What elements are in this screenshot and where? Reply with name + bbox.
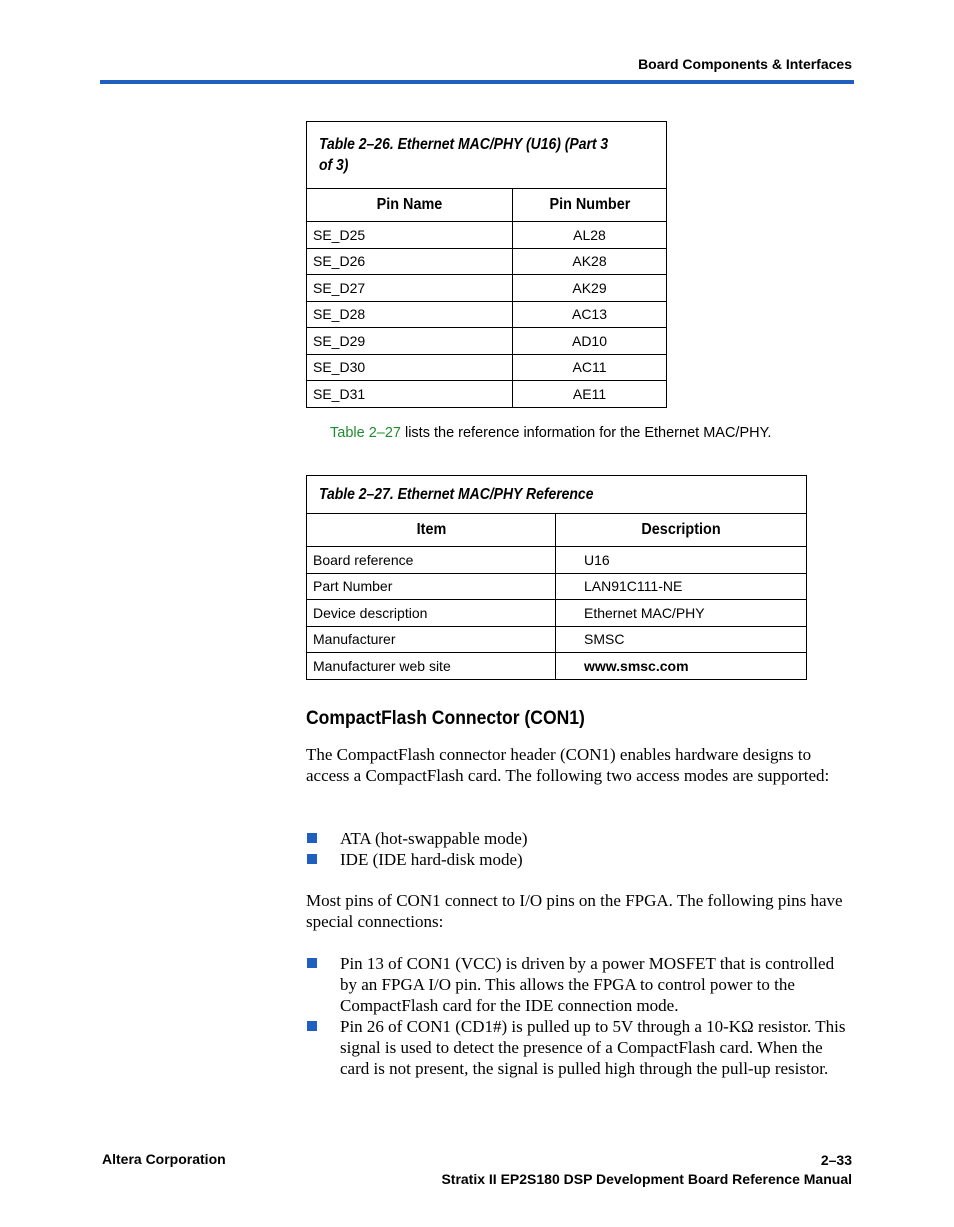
- table-caption-cell: [307, 122, 667, 189]
- pin-name-cell: SE_D31: [307, 381, 513, 408]
- pin-number-cell: AC11: [513, 354, 667, 381]
- table-row: [307, 600, 807, 627]
- pin-name-cell: SE_D27: [307, 275, 513, 302]
- table-row: [307, 547, 807, 574]
- pin-name-cell: SE_D30: [307, 354, 513, 381]
- website-link[interactable]: www.smsc.com: [556, 653, 807, 680]
- table-row: [307, 573, 807, 600]
- table-row: [307, 248, 667, 275]
- column-header-pin-number: Pin Number: [513, 189, 667, 222]
- pin-number-cell: AE11: [513, 381, 667, 408]
- manual-title: Stratix II EP2S180 DSP Development Board Reference Manual: [441, 1171, 852, 1187]
- pin-number-cell: AK29: [513, 275, 667, 302]
- section-heading: CompactFlash Connector (CON1): [306, 707, 585, 729]
- bullet-square-icon: [307, 958, 317, 968]
- bullet-square-icon: [307, 854, 317, 864]
- pin-number-cell: AK28: [513, 248, 667, 275]
- table-caption: Table 2–27. Ethernet MAC/PHY Reference: [319, 486, 594, 503]
- table-row: [307, 653, 807, 680]
- pin-table: [306, 121, 667, 408]
- bullet-square-icon: [307, 1021, 317, 1031]
- description-cell: LAN91C111-NE: [556, 573, 807, 600]
- footer-info: [441, 1151, 852, 1189]
- table-row: [307, 626, 807, 653]
- list-item: IDE (IDE hard-disk mode): [306, 849, 854, 870]
- description-cell: Ethernet MAC/PHY: [556, 600, 807, 627]
- bullet-square-icon: [307, 833, 317, 843]
- list-item: Pin 26 of CON1 (CD1#) is pulled up to 5V through a 10-KΩ resistor. This signal is used to detect the presence of a CompactFlash card. When the card is not present, the signal is pulled high through the pull-up resistor.: [306, 1016, 854, 1079]
- table-row: [307, 328, 667, 355]
- description-cell: SMSC: [556, 626, 807, 653]
- special-pins-list: [306, 953, 854, 1079]
- table-row: [307, 354, 667, 381]
- table-row: [307, 381, 667, 408]
- body-paragraph: The CompactFlash connector header (CON1) enables hardware designs to access a CompactFlash card. The following two access modes are supported:: [306, 745, 830, 785]
- pin-name-cell: SE_D28: [307, 301, 513, 328]
- pin-name-cell: SE_D26: [307, 248, 513, 275]
- table-row: [307, 301, 667, 328]
- pin-name-cell: SE_D29: [307, 328, 513, 355]
- reference-table: [306, 475, 807, 680]
- pin-number-cell: AL28: [513, 222, 667, 249]
- intro-sentence: lists the reference information for the Ethernet MAC/PHY.: [400, 425, 772, 441]
- table-caption: Table 2–26. Ethernet MAC/PHY (U16) (Part 3 of 3): [319, 136, 609, 174]
- column-header-description: Description: [556, 514, 807, 547]
- list-item: ATA (hot-swappable mode): [306, 828, 854, 849]
- footer-company: Altera Corporation: [102, 1151, 226, 1167]
- page-number: 2–33: [820, 1152, 852, 1168]
- body-paragraph: Most pins of CON1 connect to I/O pins on the FPGA. The following pins have special connections:: [306, 891, 843, 931]
- description-cell: U16: [556, 547, 807, 574]
- item-cell: Board reference: [307, 547, 556, 574]
- item-cell: Part Number: [307, 573, 556, 600]
- table-intro-text: [330, 425, 771, 441]
- column-header-pin-name: Pin Name: [307, 189, 513, 222]
- pin-name-cell: SE_D25: [307, 222, 513, 249]
- pin-number-cell: AD10: [513, 328, 667, 355]
- pin-number-cell: AC13: [513, 301, 667, 328]
- table-caption-cell: [307, 476, 807, 514]
- item-cell: Manufacturer: [307, 626, 556, 653]
- column-header-item: Item: [307, 514, 556, 547]
- item-cell: Manufacturer web site: [307, 653, 556, 680]
- item-cell: Device description: [307, 600, 556, 627]
- table-row: [307, 275, 667, 302]
- access-mode-list: [306, 828, 854, 870]
- header-rule: [100, 80, 854, 84]
- running-header: Board Components & Interfaces: [638, 56, 852, 72]
- table-2-27-link[interactable]: Table 2–27: [330, 425, 401, 441]
- list-item: Pin 13 of CON1 (VCC) is driven by a power MOSFET that is controlled by an FPGA I/O pin. This allows the FPGA to control power to the CompactFlash card for the IDE connection mode.: [306, 953, 854, 1016]
- table-row: [307, 222, 667, 249]
